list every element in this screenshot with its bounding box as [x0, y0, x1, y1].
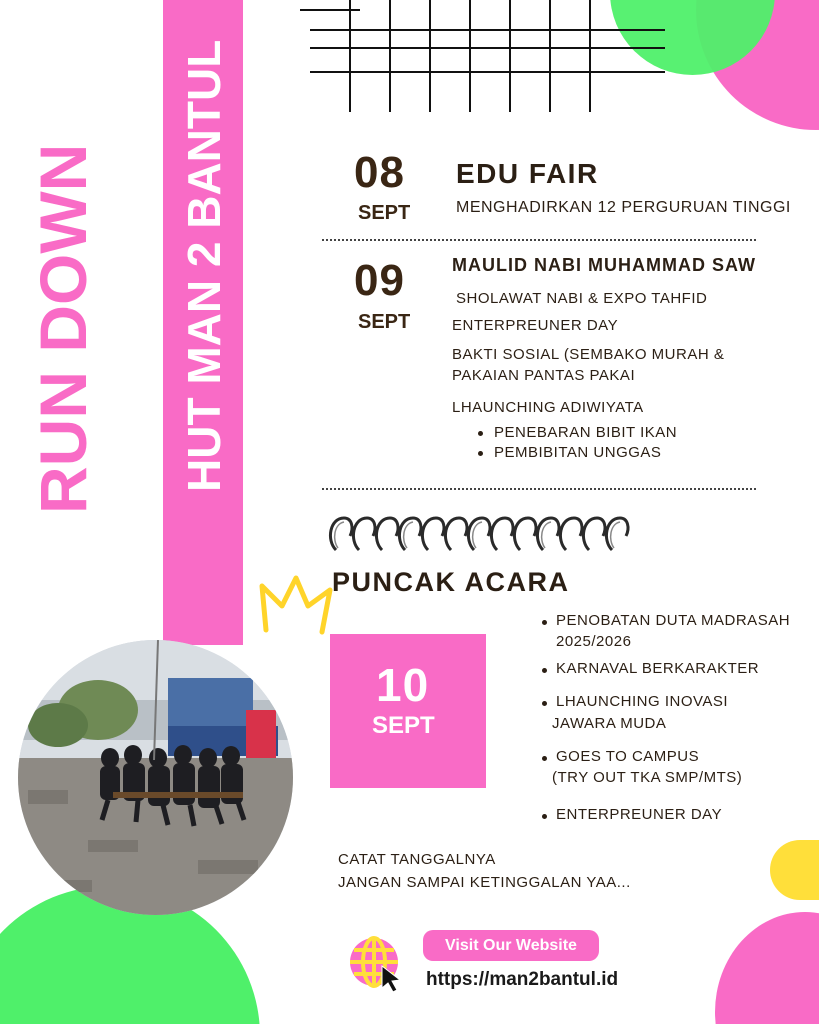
pink-shape-bottom-right [715, 912, 819, 1024]
day3-item-line: PENOBATAN DUTA MADRASAH [556, 612, 791, 629]
crown-icon [258, 572, 336, 638]
note-line1: CATAT TANGGALNYA [338, 851, 496, 868]
photo-scene [18, 640, 293, 915]
globe-cursor-icon[interactable] [348, 936, 406, 994]
bullet [542, 756, 547, 761]
bullet [542, 620, 547, 625]
day2-item3-line1: BAKTI SOSIAL (SEMBAKO MURAH & [452, 346, 725, 363]
divider-1 [322, 239, 756, 241]
day2-item2: ENTERPREUNER DAY [452, 317, 619, 334]
hut-title: HUT MAN 2 BANTUL [178, 39, 230, 492]
day2-item4: LHAUNCHING ADIWIYATA [452, 399, 644, 416]
puncak-acara-heading: PUNCAK ACARA [332, 567, 570, 597]
day3-item-line: 2025/2026 [556, 633, 632, 650]
grid-decoration [300, 0, 670, 115]
note-line2: JANGAN SAMPAI KETINGGALAN YAA... [338, 874, 631, 891]
day1-month: SEPT [358, 202, 411, 224]
yellow-shape-right [770, 840, 819, 900]
day3-month: SEPT [372, 712, 435, 739]
bullet [542, 668, 547, 673]
day2-title: MAULID NABI MUHAMMAD SAW [452, 255, 756, 275]
day2-sub-list [476, 423, 677, 463]
day1-title: EDU FAIR [456, 158, 599, 189]
divider-2 [322, 488, 756, 490]
event-photo [18, 640, 293, 915]
day1-date: 08 [354, 148, 405, 197]
day2-date: 09 [354, 256, 405, 305]
day3-item-line: GOES TO CAMPUS [556, 748, 700, 765]
list-item: PEMBIBITAN UNGGAS [476, 443, 677, 463]
visit-website-label: Visit Our Website [445, 937, 577, 954]
day3-item-line: JAWARA MUDA [552, 715, 667, 732]
website-url-link[interactable]: https://man2bantul.id [426, 969, 619, 990]
bullet [542, 814, 547, 819]
day2-month: SEPT [358, 311, 411, 333]
day3-item-line: LHAUNCHING INOVASI [556, 693, 729, 710]
day2-item1: SHOLAWAT NABI & EXPO TAHFID [456, 290, 708, 307]
day2-item3-line2: PAKAIAN PANTAS PAKAI [452, 367, 636, 384]
bullet [542, 701, 547, 706]
day3-item-line: ENTERPREUNER DAY [556, 806, 723, 823]
visit-website-button[interactable] [423, 930, 599, 961]
day3-date: 10 [376, 659, 430, 711]
list-item: PENEBARAN BIBIT IKAN [476, 423, 677, 443]
day3-item-line: (TRY OUT TKA SMP/MTS) [552, 769, 743, 786]
spiral-binding-decoration [326, 510, 646, 560]
day3-item-line: KARNAVAL BERKARAKTER [556, 660, 760, 677]
day1-desc: MENGHADIRKAN 12 PERGURUAN TINGGI [456, 199, 791, 216]
run-down-title: RUN DOWN [26, 143, 100, 514]
